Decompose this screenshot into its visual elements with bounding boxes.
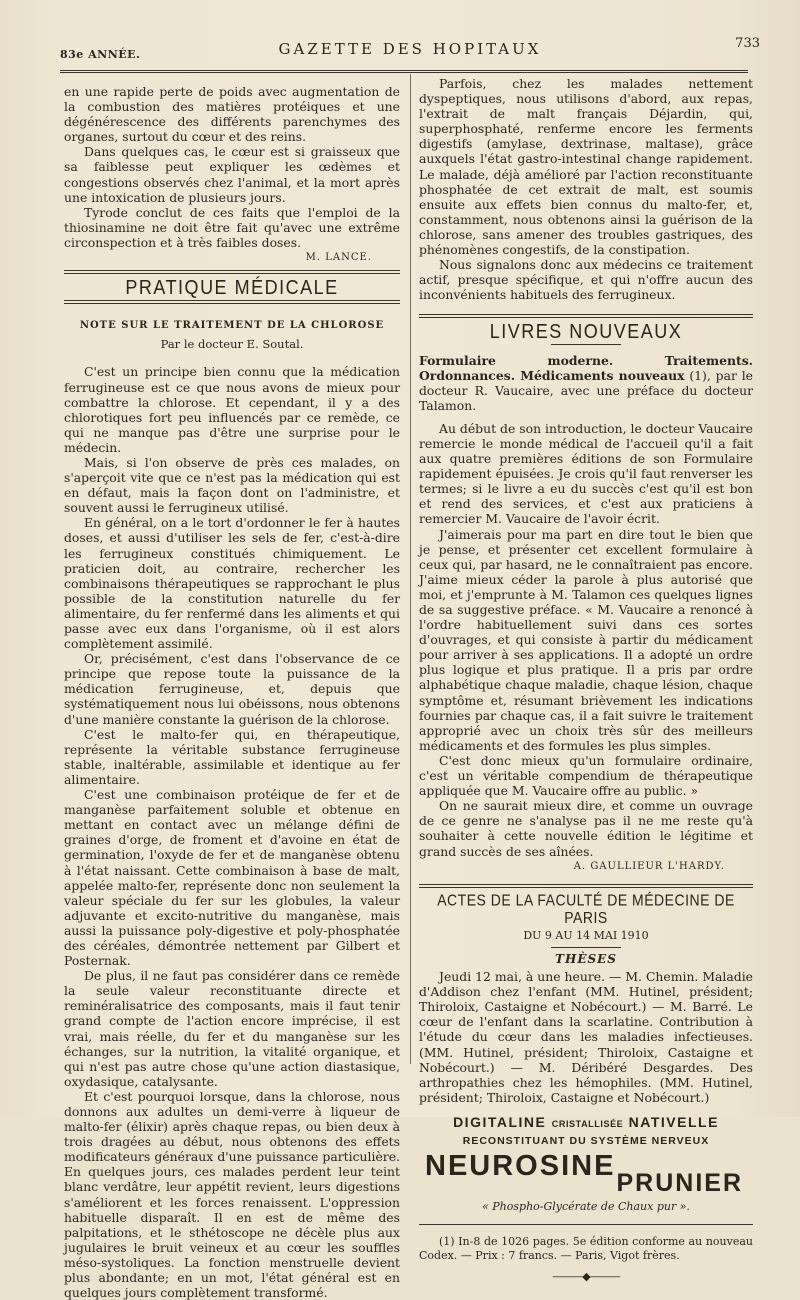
intro-closing	[64, 205, 400, 250]
book-reference	[419, 353, 753, 413]
section-title-pratique: PRATIQUE MÉDICALE	[125, 275, 339, 299]
article-paragraph-8: Et c'est pourquoi lorsque, dans la chlorose, nous donnons aux adultes un demi-verre à liqueur de malto-fer (élixir) après chaque repas, ou bien deux à trois dragées au début, nous obtenons des effets modificateurs généraux d'une puissance particulière. En quelques jours, ces malades perdent leur teint blanc verdâtre, leur appétit revient, leurs digestions s'améliorent et les forces renaissent. L'oppression habituelle disparaît. Il en est de même des palpitations, et le sthétoscope ne décèle plus aux jugulaires le bruit veineux et au cœur les souffles méso-systoliques. La fonction menstruelle devient plus abondante; en un mot, l'état général est en quelques jours complètement transformé.	[64, 1088, 400, 1300]
article-paragraph-5: C'est le malto-fer qui, en thérapeutique, représente la véritable substance ferrugineuse stable, inaltérable, assimilable et identique au fer alimentaire.	[64, 726, 400, 787]
theses-paragraph: Jeudi 12 mai, à une heure. — M. Chemin. Maladie d'Addison chez l'enfant (MM. Hutinel, président; Thiroloix, Castaigne et Nobécourt.) — M. Barré. Le cœur de l'enfant dans la scarlatine. Contribution à l'étude du cœur dans les maladies infectieuses. (MM. Hutinel, président; Thiroloix, Castaigne et Nobécourt.) — M. Déribéré Desgardes. Des arthropathies chez les hémophiles. (MM. Hutinel, président; Thiroloix, Castaigne et Nobécourt.)	[419, 969, 753, 1105]
advertisement	[419, 1115, 753, 1214]
ad-brand-block	[421, 1152, 751, 1196]
review-paragraph-3: C'est donc mieux qu'un formulaire ordinaire, c'est un véritable compendium de thérapeutique appliquée que M. Vaucaire offre au public. »	[419, 752, 753, 799]
section-rule	[64, 300, 400, 304]
article-paragraph-3: En général, on a le tort d'ordonner le fer à hautes doses, et aussi d'utiliser les sels de fer, c'est-à-dire les ferrugineux constitués chimiquement. Le praticien doit, au contraire, rechercher les combinaisons thérapeutiques se rapprochant le plus possible de la constitution naturelle du fer alimentaire, du fer renfermé dans les aliments et qui passe avec eux dans l'organisme, où il est alors complètement assimilé.	[64, 515, 400, 652]
ad-reconstituant: RECONSTITUANT DU SYSTÈME NERVEUX	[462, 1135, 710, 1147]
ad-cristallisee: CRISTALLISÉE	[551, 1118, 624, 1129]
page-header	[60, 36, 760, 64]
article-title: NOTE SUR LE TRAITEMENT DE LA CHLOROSE	[79, 320, 385, 332]
ad-nativelle: NATIVELLE	[623, 1113, 719, 1130]
article-paragraph-2: Mais, si l'on observe de près ces malades, on s'aperçoit vite que ce n'est pas la médication qui est en défaut, mais la façon dont on l'administre, et souvent aussi le ferrugineux utilisé.	[64, 454, 400, 516]
article-paragraph-1: C'est un principe bien connu que la médication ferrugineuse est ce que nous avons de mieux pour combattre la chlorose. Et cependant, il y a des chlorotiques fort peu influencés par ce remède, ce qui ne manque pas d'être une surprise pour le médecin.	[64, 364, 400, 455]
intro-signature: M. LANCE.	[305, 252, 372, 264]
ad-brand-neurosine: NEUROSINE	[425, 1150, 616, 1183]
right-column	[419, 76, 753, 1284]
section-rule	[419, 314, 753, 318]
edition-label: 83e ANNÉE.	[60, 48, 141, 61]
page-number: 733	[735, 36, 760, 51]
column-divider	[410, 74, 411, 1064]
ad-tagline: « Phospho-Glycérate de Chaux pur ».	[482, 1200, 690, 1214]
section-rule	[64, 270, 400, 274]
continued-paragraph-2: Nous signalons donc aux médecins ce traitement actif, presque spécifique, et qui n'offre aucun des inconvénients habituels des ferrugineux.	[419, 257, 753, 303]
footnote-rule	[419, 1224, 753, 1225]
journal-title: GAZETTE DES HOPITAUX	[278, 40, 542, 58]
theses-subhead: THÈSES	[555, 951, 617, 966]
section-title-faculte: ACTES DE LA FACULTÉ DE MÉDECINE DE PARIS	[437, 890, 735, 927]
intro-paragraph-2: Dans quelques cas, le cœur est si graisseux que sa faiblesse peut expliquer les œdèmes et congestions observés chez l'animal, et la mort après une intoxication de plusieurs jours.	[64, 144, 400, 205]
continued-paragraph-1: Parfois, chez les malades nettement dyspeptiques, nous utilisons d'abord, aux repas, l'extrait de malt français Déjardin, qui, superphosphaté, renferme encore les ferments digestifs (amylase, dextrinase, maltase), grâce auxquels l'état gastro-intestinal change rapidement. Le malade, déjà amélioré par l'action reconstituante phosphatée de cet extrait de malt, est soumis ensuite aux effets bien connus du malto-fer, et, constamment, nous obtenons ainsi la guérison de la chlorose, sans amener des troubles gastriques, des phénomènes congestifs, de la constipation.	[419, 76, 753, 258]
article-author: Par le docteur E. Soutal.	[160, 337, 304, 352]
review-signature: A. GAULLIEUR L'HARDY.	[573, 860, 725, 872]
section-title-livres: LIVRES NOUVEAUX	[489, 319, 683, 343]
review-paragraph-4: On ne saurait mieux dire, et comme un ouvrage de ce genre ne s'analyse pas il ne me reste qu'à souhaiter à cette nouvelle édition le légitime et grand succès de ses aînées.	[419, 798, 753, 859]
left-column	[64, 84, 400, 1300]
intro-paragraph-1: en une rapide perte de poids avec augmentation de la combustion des matières protéiques et une dégénérescence des différents parenchymes des organes, surtout du cœur et des reins.	[64, 84, 400, 145]
ad-digitaline-line	[421, 1115, 751, 1132]
section-rule	[419, 884, 753, 888]
intro-paragraph-3: Tyrode conclut de ces faits que l'emploi de la thiosinamine ne doit être fait qu'avec une extrême circonspection et à très faibles doses.	[64, 204, 400, 250]
book-title: Formulaire moderne. Traitements. Ordonnances. Médicaments nouveaux	[419, 352, 753, 383]
title-underline	[551, 344, 621, 345]
article-paragraph-7: De plus, il ne faut pas considérer dans ce remède la seule valeur reconstituante directe et reminéralisatrice des composants, mais il faut tenir grand compte de l'action encore imprécise, il est vrai, mais réelle, du fer et du manganèse sur les échanges, sur la nutrition, la vitalité organique, et qui n'est pas autre chose qu'une action diastasique, oxydasique, catalysante.	[64, 968, 400, 1089]
ad-digitaline: DIGITALINE	[453, 1113, 552, 1130]
article-paragraph-4: Or, précisément, c'est dans l'observance de ce principe que repose toute la puissance de la médication ferrugineuse, et, depuis que systématiquement nous lui obéissons, nous obtenons d'une manière constante la guérison de la chlorose.	[64, 651, 400, 727]
ad-brand-prunier: PRUNIER	[616, 1169, 743, 1198]
footnote: (1) In-8 de 1026 pages. 5e édition conforme au nouveau Codex. — Prix : 7 francs. — Paris, Vigot frères.	[419, 1235, 753, 1263]
title-underline	[551, 947, 621, 948]
review-paragraph-1: Au début de son introduction, le docteur Vaucaire remercie le monde médical de l'accueil qu'il a fait aux quatre premières éditions de son Formulaire rapidement épuisées. Je crois qu'il faut renverser les termes; si le livre a eu du succès c'est qu'il est bon et rend des services, et c'est aux praticiens à remercier M. Vaucaire de l'avoir écrit.	[419, 420, 753, 527]
article-paragraph-6: C'est une combinaison protéique de fer et de manganèse parfaitement soluble et obtenue en mettant en contact avec un mélange défini de graines d'orge, de froment et d'avoine en état de germination, l'oxyde de fer et de manganèse obtenu à l'état naissant. Cette combinaison à base de malt, appelée malto-fer, représente donc non seulement la valeur spéciale du fer sur les globules, la valeur adjuvante et excito-nutritive du manganèse, mais aussi la puissance poly-digestive et poly-phosphatée des céréales, démontrée nettement par Gilbert et Posternak.	[64, 787, 400, 969]
ornament-rule: ———◆———	[552, 1270, 620, 1284]
book-meta: (1), par le docteur R. Vaucaire, avec une préface du docteur Talamon.	[419, 367, 754, 413]
review-paragraph-2: J'aimerais pour ma part en dire tout le bien que je pense, et présenter cet excellent formulaire à ceux qui, par hasard, ne le connaîtraient pas encore. J'aime mieux céder la parole à plus autorisé que moi, et j'emprunte à M. Talamon ces quelques lignes de sa suggestive préface. « M. Vaucaire a renoncé à l'ordre habituellement suivi dans ces sortes d'ouvrages, et qui consiste à partir du médicament pour arriver à ses applications. Il a adopté un ordre plus logique et plus pratique. Il a pris par ordre alphabétique chaque maladie, chaque lésion, chaque symptôme et, résumant brièvement les indications fournies par chaque cas, il a fait suivre le traitement approprié avec un choix très sûr des meilleurs médicaments et des formules les plus simples.	[419, 526, 753, 753]
faculty-dates: DU 9 AU 14 MAI 1910	[523, 928, 649, 942]
header-rule	[60, 70, 748, 73]
